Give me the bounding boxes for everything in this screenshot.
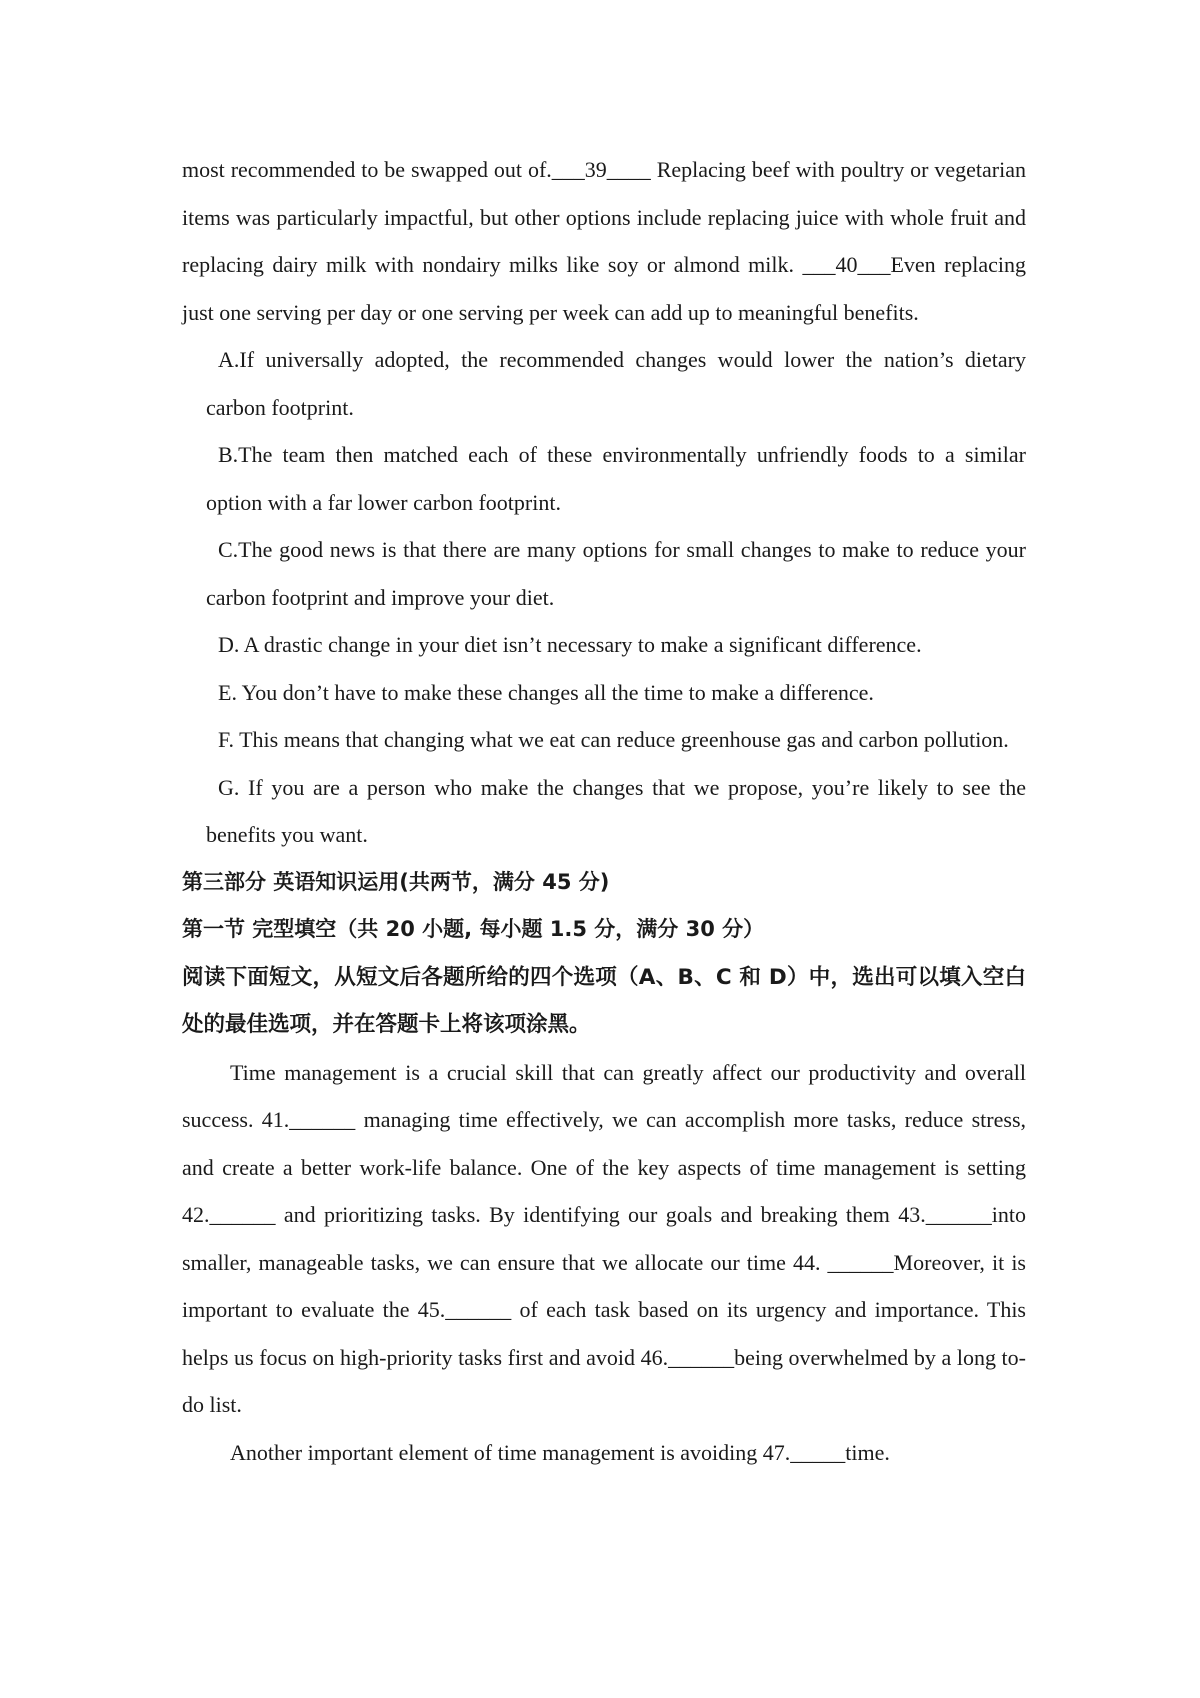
option-g: G. If you are a person who make the changes that we propose, you’re likely to see the benefits you want. [206, 774, 1026, 847]
section1-heading: 第一节 完型填空（共 20 小题, 每小题 1.5 分，满分 30 分） [182, 917, 765, 941]
option-e: E. You don’t have to make these changes all the time to make a difference. [218, 679, 874, 705]
cloze-paragraph-1: Time management is a crucial skill that can greatly affect our productivity and overall success. 41.______ managing time effectively, we can accomplish more tasks, reduce stress, and create a better work-life balance. One of the key aspects of time management is setting 42.______ and prioritizing tasks. By identifying our goals and breaking them 43.______into smaller, manageable tasks, we can ensure that we allocate our time 44. ______Moreover, it is important to evaluate the 45.______ of each task based on its urgency and importance. This helps us focus on high-priority tasks first and avoid 46.______being overwhelmed by a long to-do list. [182, 1059, 1026, 1417]
document-page [182, 146, 1026, 1476]
part3-heading: 第三部分 英语知识运用(共两节，满分 45 分) [182, 869, 610, 894]
reading-paragraph-tail: most recommended to be swapped out of.___39____ Replacing beef with poultry or vegetarian items was particularly impactful, but other options include replacing juice with whole fruit and replacing dairy milk with nondairy milks like soy or almond milk. ___40___Even replacing just one serving per day or one serving per week can add up to meaningful benefits. [182, 157, 1026, 325]
option-c: C.The good news is that there are many options for small changes to make to reduce your carbon footprint and improve your diet. [206, 537, 1026, 610]
section1-instructions: 阅读下面短文，从短文后各题所给的四个选项（A、B、C 和 D）中，选出可以填入空白处的最佳选项，并在答题卡上将该项涂黑。 [182, 964, 1026, 1037]
option-b: B.The team then matched each of these environmentally unfriendly foods to a similar option with a far lower carbon footprint. [206, 442, 1026, 515]
option-a: A.If universally adopted, the recommended changes would lower the nation’s dietary carbon footprint. [206, 347, 1026, 420]
option-d: D. A drastic change in your diet isn’t necessary to make a significant difference. [218, 632, 922, 657]
option-f: F. This means that changing what we eat can reduce greenhouse gas and carbon pollution. [218, 727, 1009, 752]
cloze-paragraph-2: Another important element of time management is avoiding 47._____time. [230, 1439, 890, 1465]
